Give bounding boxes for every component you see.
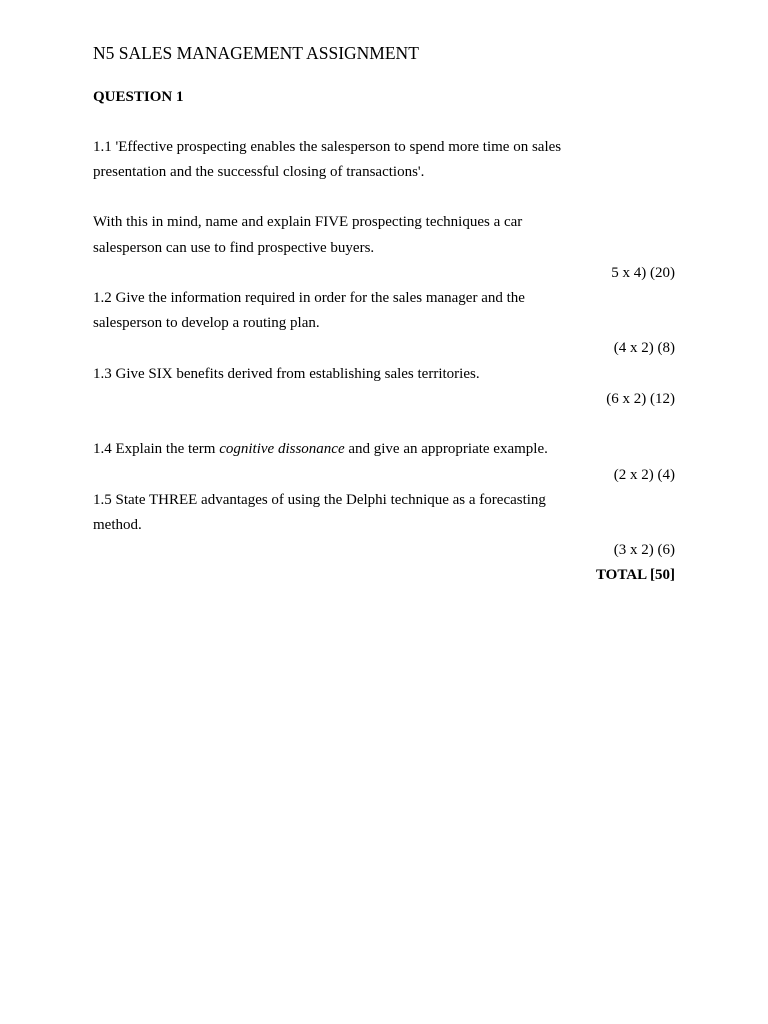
question-1-1-line-1: 1.1 'Effective prospecting enables the salesperson to spend more time on sales — [93, 139, 562, 155]
question-1-1-marks: 5 x 4) (20) — [611, 265, 675, 281]
question-1-4-suffix: and give an appropriate example. — [344, 441, 548, 457]
question-1-2-marks: (4 x 2) (8) — [613, 340, 675, 356]
question-1-4-line-1 — [93, 439, 548, 459]
question-1-3-line-1: 1.3 Give SIX benefits derived from establishing sales territories. — [93, 366, 480, 382]
total-marks: TOTAL [50] — [595, 567, 675, 583]
question-1-5-line-2: method. — [93, 517, 142, 533]
question-1-1-line-3: With this in mind, name and explain FIVE prospecting techniques a car — [93, 214, 523, 230]
question-1-4-marks: (2 x 2) (4) — [613, 467, 675, 483]
question-1-1-line-2: presentation and the successful closing of transactions'. — [93, 164, 425, 180]
question-1-2-line-1: 1.2 Give the information required in order for the sales manager and the — [93, 290, 525, 306]
question-1-4-prefix: 1.4 Explain the term — [93, 441, 220, 457]
section-heading: QUESTION 1 — [93, 89, 184, 105]
question-1-2-line-2: salesperson to develop a routing plan. — [93, 315, 320, 331]
question-1-1-line-4: salesperson can use to find prospective buyers. — [93, 240, 375, 256]
document-title: N5 SALES MANAGEMENT ASSIGNMENT — [93, 43, 419, 63]
question-1-3-marks: (6 x 2) (12) — [606, 391, 675, 407]
question-1-4-emphasis: cognitive dissonance — [219, 441, 345, 457]
question-1-5-line-1: 1.5 State THREE advantages of using the Delphi technique as a forecasting — [93, 492, 546, 508]
question-1-5-marks: (3 x 2) (6) — [613, 542, 675, 558]
